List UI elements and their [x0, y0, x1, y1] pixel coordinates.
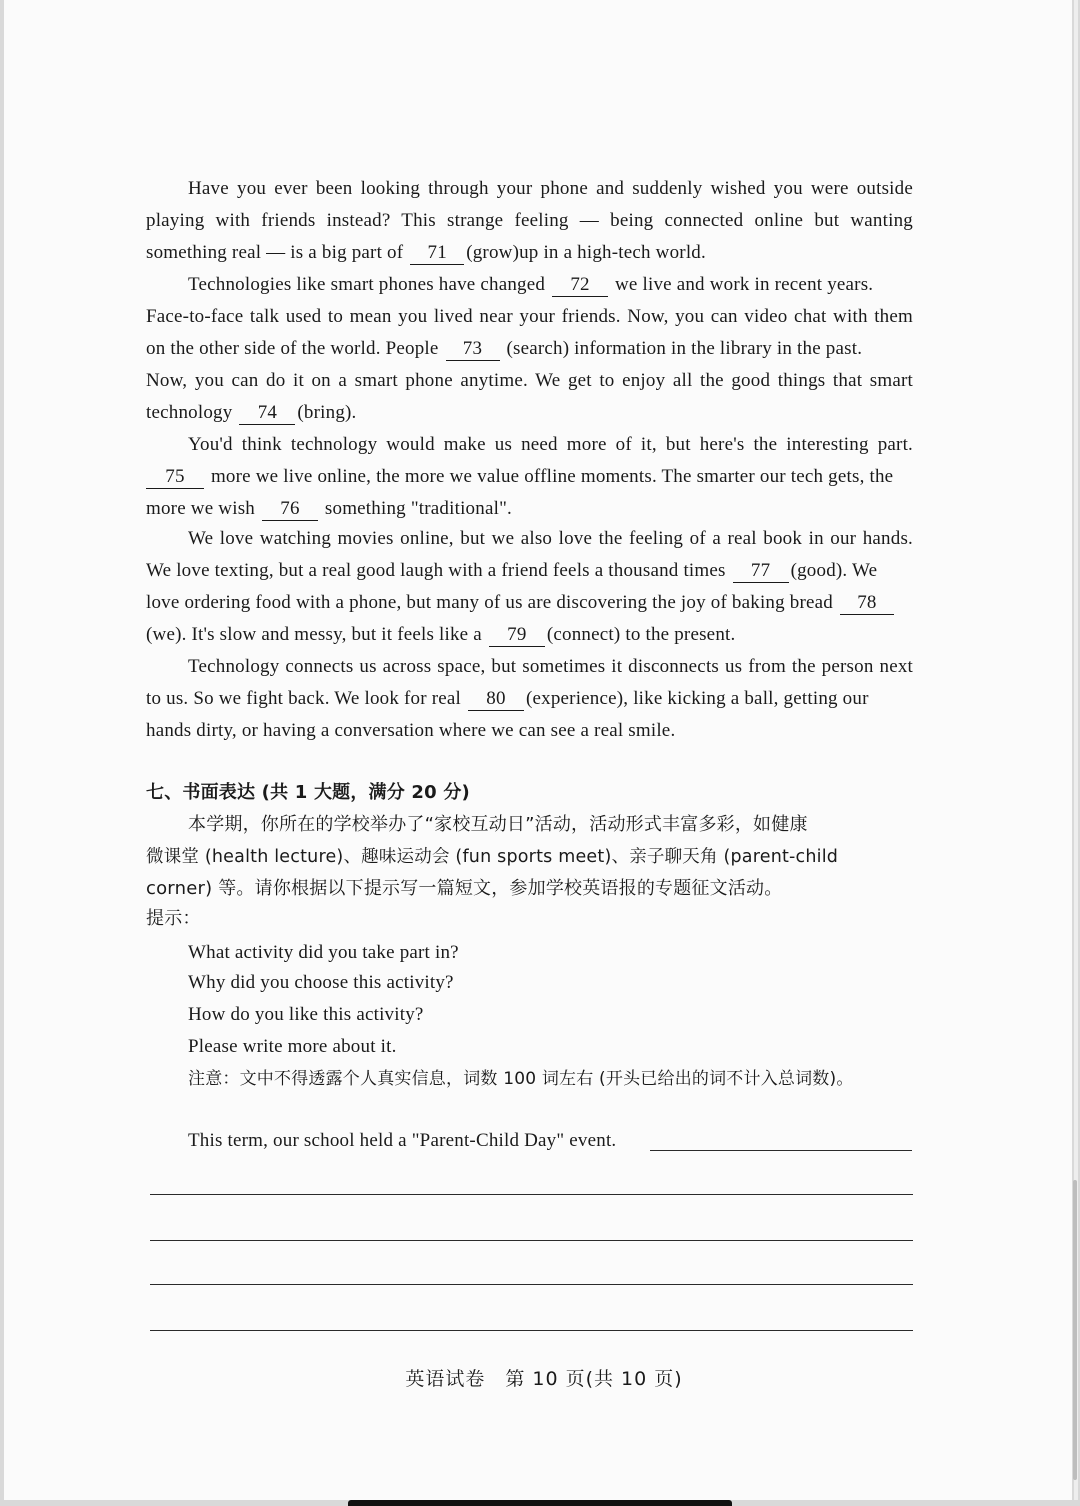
passage-line [146, 240, 706, 266]
passage-text: (grow)up in a high-tech world. [466, 242, 706, 263]
answer-line [150, 1194, 913, 1195]
passage-line [146, 496, 512, 522]
exam-page [4, 0, 1072, 1500]
hint-item: How do you like this activity? [188, 1004, 424, 1025]
passage-line: We love watching movies online, but we also love the feeling of a real book in our hands. [188, 528, 913, 549]
answer-line [150, 1330, 913, 1331]
blank-73: 73 [446, 338, 500, 361]
passage-line [146, 336, 862, 362]
blank-71: 71 [410, 242, 464, 265]
passage-text: We love texting, but a real good laugh with a friend feels a thousand times [146, 560, 726, 581]
hint-item: What activity did you take part in? [188, 942, 459, 963]
passage-line: Now, you can do it on a smart phone anytime. We get to enjoy all the good things that smart [146, 370, 913, 391]
section-heading: 七、书面表达 (共 1 大题，满分 20 分) [146, 782, 470, 803]
passage-line: Have you ever been looking through your phone and suddenly wished you were outside [188, 178, 913, 199]
answer-line [150, 1284, 913, 1285]
passage-text: love ordering food with a phone, but many of us are discovering the joy of baking bread [146, 592, 833, 613]
passage-text: (good). We [790, 560, 878, 581]
passage-line: You'd think technology would make us need more of it, but here's the interesting part. [188, 434, 913, 455]
passage-text: something real — is a big part of [146, 242, 404, 263]
hint-item: Please write more about it. [188, 1036, 397, 1057]
passage-text: more we live online, the more we value offline moments. The smarter our tech gets, the [210, 466, 894, 487]
hint-label: 提示： [146, 908, 201, 929]
passage-text: Technologies like smart phones have changed [188, 274, 546, 295]
passage-line: hands dirty, or having a conversation where we can see a real smile. [146, 720, 676, 741]
home-indicator[interactable] [348, 1500, 732, 1506]
blank-72: 72 [552, 274, 608, 297]
passage-text: more we wish [146, 498, 255, 519]
passage-line [146, 400, 357, 426]
passage-line [146, 590, 896, 616]
blank-78: 78 [840, 592, 894, 615]
passage-line: playing with friends instead? This strange feeling — being connected online but wanting [146, 210, 913, 231]
passage-line [188, 272, 873, 298]
passage-text: (search) information in the library in the past. [506, 338, 863, 359]
answer-line [150, 1240, 913, 1241]
passage-line [146, 622, 735, 648]
passage-text: (we). It's slow and messy, but it feels like a [146, 624, 482, 645]
passage-text: we live and work in recent years. [614, 274, 874, 295]
blank-77: 77 [733, 560, 789, 583]
passage-text: on the other side of the world. People [146, 338, 439, 359]
passage-line: Technology connects us across space, but sometimes it disconnects us from the person next [188, 656, 913, 677]
writing-note: 注意：文中不得透露个人真实信息，词数 100 词左右 (开头已给出的词不计入总词数)。 [188, 1069, 854, 1089]
page-footer: 英语试卷 第 10 页(共 10 页) [405, 1368, 683, 1390]
scrollbar-thumb[interactable] [1073, 1180, 1077, 1480]
hint-item: Why did you choose this activity? [188, 972, 454, 993]
passage-text: (experience), like kicking a ball, getting our [525, 688, 869, 709]
writing-intro: 本学期，你所在的学校举办了“家校互动日”活动，活动形式丰富多彩，如健康 [188, 814, 808, 835]
writing-intro: corner) 等。请你根据以下提示写一篇短文，参加学校英语报的专题征文活动。 [146, 878, 783, 899]
passage-line [146, 558, 877, 584]
passage-line [146, 464, 893, 490]
blank-79: 79 [489, 624, 545, 647]
passage-line [146, 686, 869, 712]
blank-76: 76 [262, 498, 318, 521]
answer-line [650, 1150, 912, 1151]
passage-text: to us. So we fight back. We look for real [146, 688, 462, 709]
blank-75: 75 [146, 466, 204, 489]
passage-text: something "traditional". [324, 498, 512, 519]
passage-line: Face-to-face talk used to mean you lived near your friends. Now, you can video chat with them [146, 306, 913, 327]
blank-80: 80 [468, 688, 524, 711]
blank-74: 74 [239, 402, 295, 425]
passage-text: (connect) to the present. [546, 624, 736, 645]
writing-intro: 微课堂 (health lecture)、趣味运动会 (fun sports meet)、亲子聊天角 (parent-child [146, 847, 839, 867]
passage-text: technology [146, 402, 233, 423]
passage-text: (bring). [297, 402, 357, 423]
writing-starter: This term, our school held a "Parent-Child Day" event. [188, 1130, 617, 1151]
